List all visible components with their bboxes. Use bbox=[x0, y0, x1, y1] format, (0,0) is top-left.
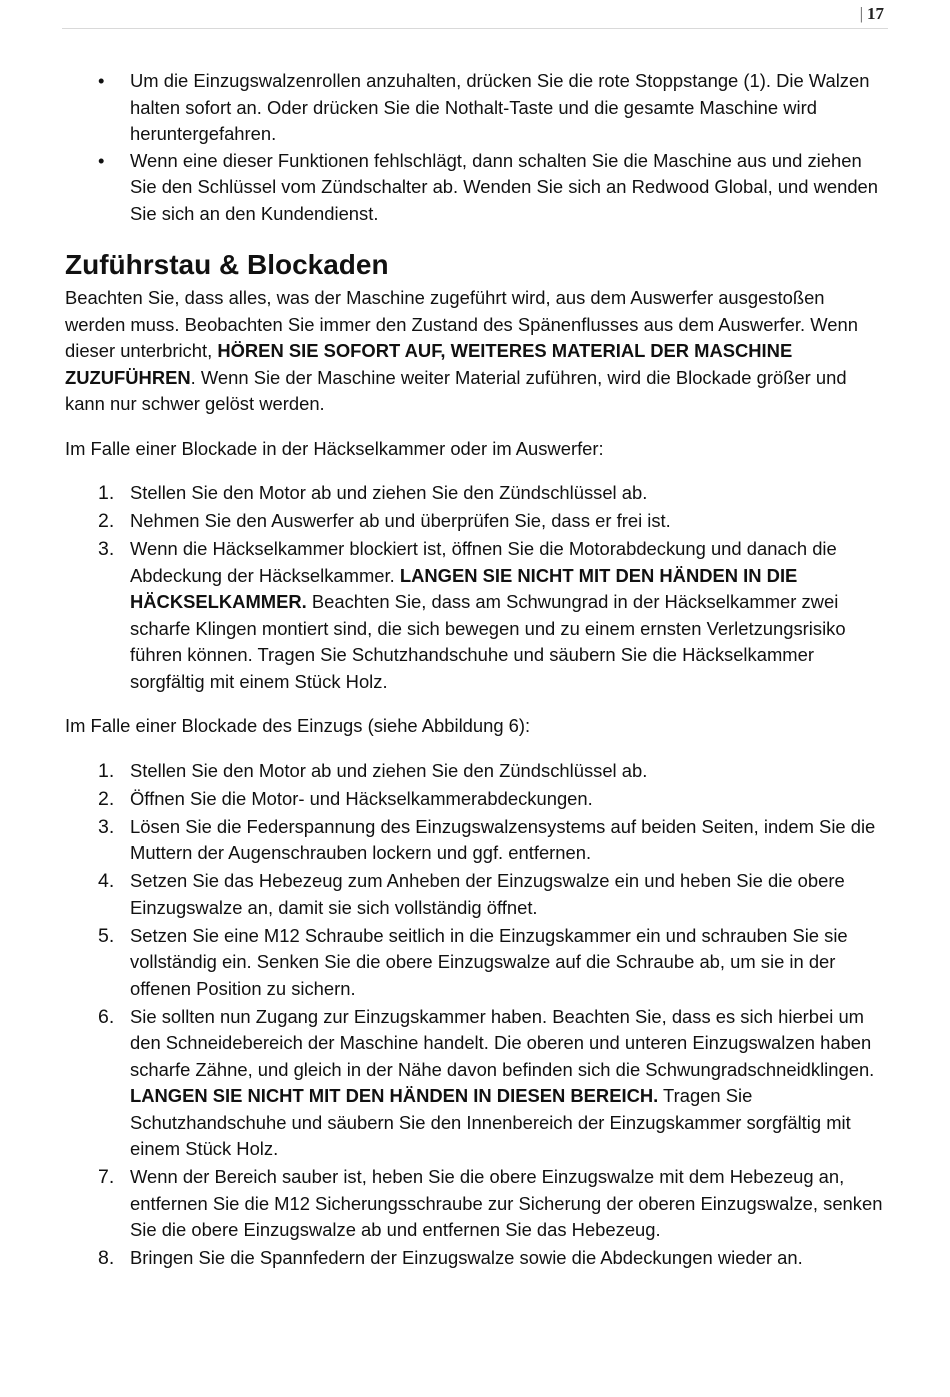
step-text: Nehmen Sie den Auswerfer ab und überprüfen Sie, dass er frei ist. bbox=[130, 510, 671, 531]
step-number: 5. bbox=[98, 924, 115, 947]
step-item bbox=[65, 508, 889, 535]
step-item bbox=[65, 536, 889, 695]
step-text: Lösen Sie die Federspannung des Einzugswalzensystems auf beiden Seiten, indem Sie die Muttern der Augenschrauben lockern und ggf. entfernen. bbox=[130, 815, 876, 863]
page-header bbox=[62, 0, 888, 29]
document-body bbox=[65, 68, 889, 1273]
step-number: 6. bbox=[98, 1005, 115, 1028]
step-item bbox=[65, 1245, 889, 1272]
step-warning: LANGEN SIE NICHT MIT DEN HÄNDEN IN DIESEN BEREICH. bbox=[130, 1085, 659, 1106]
page-number-value: 17 bbox=[867, 4, 884, 23]
case1-steps bbox=[65, 480, 889, 695]
bullet-item bbox=[65, 68, 889, 148]
intro-text-2: . Wenn Sie der Maschine weiter Material zuführen, wird die Blockade größer und kann nur schwer gelöst werden. bbox=[65, 366, 847, 414]
bullet-text: Wenn eine dieser Funktionen fehlschlägt, dann schalten Sie die Maschine aus und ziehen Sie den Schlüssel vom Zündschalter ab. Wenden Sie sich an Redwood Global, und wenden Sie sich an den Kundendienst. bbox=[130, 149, 878, 224]
step-text: Setzen Sie das Hebezeug zum Anheben der Einzugswalze ein und heben Sie die obere Einzugswalze an, damit sie sich vollständig öffnet. bbox=[130, 870, 845, 918]
step-text: Wenn die Häckselkammer blockiert ist, öffnen Sie die Motorabdeckung und danach die Abdeckung der Häckselkammer. bbox=[130, 538, 837, 586]
step-number: 2. bbox=[98, 510, 115, 532]
page-number-separator: | bbox=[859, 4, 863, 23]
step-item bbox=[65, 758, 889, 785]
step-number: 2. bbox=[98, 787, 115, 810]
step-item bbox=[65, 923, 889, 1003]
step-item bbox=[65, 786, 889, 813]
step-item bbox=[65, 1164, 889, 1244]
step-number: 7. bbox=[98, 1166, 115, 1188]
step-warning: LANGEN SIE NICHT MIT DEN HÄNDEN IN DIE HÄCKSELKAMMER. bbox=[130, 564, 798, 612]
bullet-text: Um die Einzugswalzenrollen anzuhalten, drücken Sie die rote Stoppstange (1). Die Walzen halten sofort an. Oder drücken Sie die Nothalt-Taste und die gesamte Maschine wird heruntergefahren. bbox=[130, 70, 870, 144]
step-text: Stellen Sie den Motor ab und ziehen Sie den Zündschlüssel ab. bbox=[130, 482, 648, 503]
intro-warning: HÖREN SIE SOFORT AUF, WEITERES MATERIAL DER MASCHINE ZUZUFÜHREN bbox=[65, 340, 793, 388]
step-number: 1. bbox=[98, 482, 115, 504]
step-text: Öffnen Sie die Motor- und Häckselkammerabdeckungen. bbox=[130, 787, 593, 809]
bullet-list bbox=[65, 68, 889, 227]
case2-heading: Im Falle einer Blockade des Einzugs (siehe Abbildung 6): bbox=[65, 715, 531, 736]
step-number: 1. bbox=[98, 759, 115, 782]
step-item bbox=[65, 868, 889, 921]
step-text-after: Tragen Sie Schutzhandschuhe und säubern Sie den Innenbereich der Einzugskammer sorgfältig mit einem Stück Holz. bbox=[130, 1085, 851, 1159]
page-number bbox=[860, 4, 884, 24]
intro-text-1: Beachten Sie, dass alles, was der Maschine zugeführt wird, aus dem Auswerfer ausgestoßen werden muss. Beobachten Sie immer den Zustand des Spänenflusses aus dem Auswerfer. Wenn dieser unterbricht, bbox=[65, 287, 858, 361]
step-text: Setzen Sie eine M12 Schraube seitlich in die Einzugskammer ein und schrauben Sie sie vollständig ein. Senken Sie die obere Einzugswalze auf die Schraube ab, um sie in der offenen Position zu sichern. bbox=[130, 924, 848, 999]
step-item bbox=[65, 480, 889, 507]
step-text-after: Beachten Sie, dass am Schwungrad in der Häckselkammer zwei scharfe Klingen montiert sind, die sich bewegen und zu einem ernsten Verletzungsrisiko führen können. Tragen Sie Schutzhandschuhe und säubern Sie die Häckselkammer sorgfältig mit einem Stück Holz. bbox=[130, 591, 846, 692]
case2-steps bbox=[65, 758, 889, 1272]
intro-paragraph bbox=[65, 285, 889, 418]
step-item bbox=[65, 1004, 889, 1163]
step-number: 3. bbox=[98, 815, 115, 838]
step-number: 8. bbox=[98, 1247, 115, 1269]
bullet-icon: • bbox=[98, 70, 105, 91]
step-number: 3. bbox=[98, 538, 115, 560]
bullet-icon: • bbox=[98, 149, 105, 171]
section-title: Zuführstau & Blockaden bbox=[65, 249, 389, 280]
step-text: Bringen Sie die Spannfedern der Einzugswalze sowie die Abdeckungen wieder an. bbox=[130, 1247, 803, 1268]
case1-heading: Im Falle einer Blockade in der Häckselkammer oder im Auswerfer: bbox=[65, 437, 604, 459]
step-text: Sie sollten nun Zugang zur Einzugskammer haben. Beachten Sie, dass es sich hierbei um den Schneidebereich der Maschine handelt. Die oberen und unteren Einzugswalzen haben scharfe Zähne, und gleich in der Nähe davon befinden sich die Schwungradschneidklingen. bbox=[130, 1005, 875, 1080]
step-text: Wenn der Bereich sauber ist, heben Sie die obere Einzugswalze mit dem Hebezeug an, entfernen Sie die M12 Sicherungsschraube zur Sicherung der oberen Einzugswalze, senken Sie die obere Einzugswalze ab und entfernen Sie das Hebezeug. bbox=[130, 1166, 883, 1240]
step-item bbox=[65, 814, 889, 867]
step-number: 4. bbox=[98, 870, 115, 892]
bullet-item bbox=[65, 148, 889, 228]
step-text: Stellen Sie den Motor ab und ziehen Sie den Zündschlüssel ab. bbox=[130, 759, 648, 781]
